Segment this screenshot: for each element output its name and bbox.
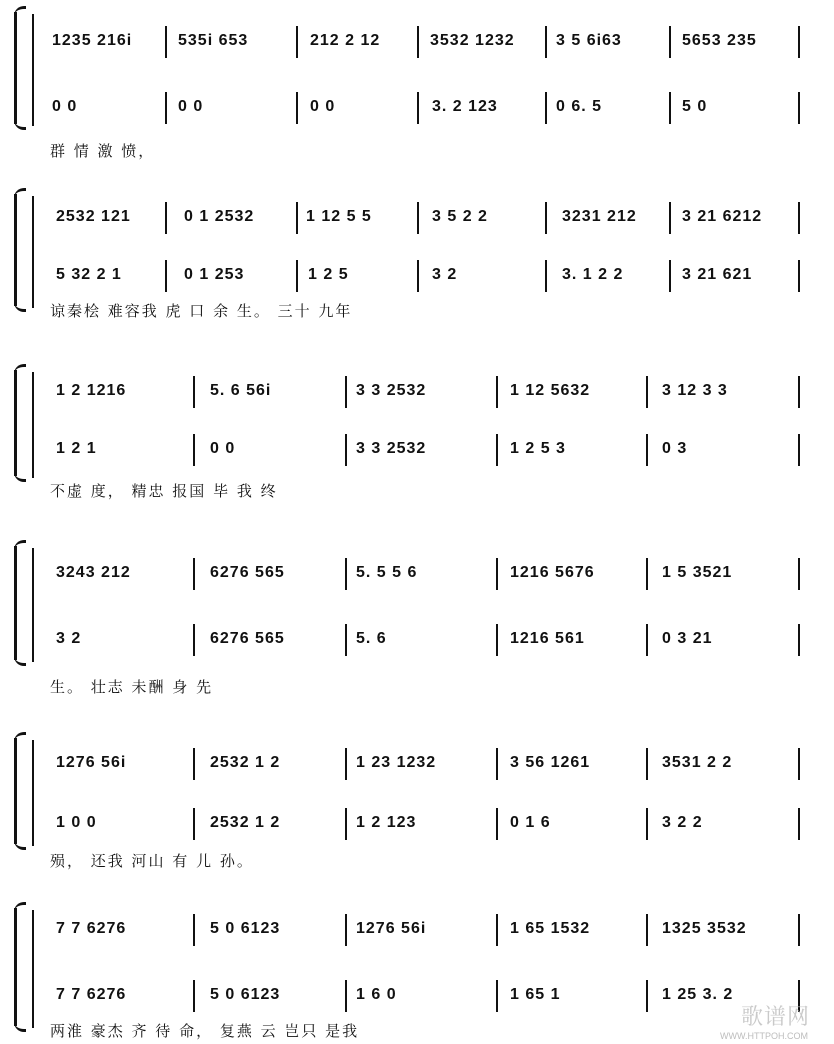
measure: 6276 565 <box>210 564 285 581</box>
measure: 7 7 6276 <box>56 986 127 1003</box>
measure: 3 3 2532 <box>356 440 427 457</box>
measure: 1 6 0 <box>356 986 397 1003</box>
measure: 1 23 1232 <box>356 754 437 771</box>
score-system-6 <box>0 872 834 1044</box>
lyrics-line: 不虚 度， 精忠 报国 毕 我 终 <box>50 482 278 500</box>
measure: 3231 212 <box>562 208 637 225</box>
measure: 5 0 6123 <box>210 986 281 1003</box>
lower-staff <box>0 626 834 652</box>
measure: 3. 2 123 <box>432 98 498 115</box>
measure: 6276 565 <box>210 630 285 647</box>
measure: 3 56 1261 <box>510 754 591 771</box>
measure: 0 6. 5 <box>556 98 603 115</box>
measure: 0 0 <box>52 98 78 115</box>
score-system-1 <box>0 0 834 172</box>
measure: 1 12 5632 <box>510 382 591 399</box>
measure: 1 12 5 5 <box>306 208 372 225</box>
measure: 535i 653 <box>178 32 249 49</box>
measure: 1235 216i <box>52 32 133 49</box>
lower-staff <box>0 810 834 836</box>
measure: 1 2 5 3 <box>510 440 566 457</box>
measure: 3 2 <box>432 266 458 283</box>
measure: 1 65 1532 <box>510 920 591 937</box>
upper-staff <box>0 560 834 586</box>
measure: 3243 212 <box>56 564 131 581</box>
measure: 0 3 <box>662 440 688 457</box>
measure: 3 2 2 <box>662 814 703 831</box>
measure: 3 21 6212 <box>682 208 763 225</box>
score-system-3 <box>0 344 834 516</box>
site-watermark: 歌谱网 <box>740 1005 810 1030</box>
measure: 5 32 2 1 <box>56 266 122 283</box>
lyrics-line: 群 情 激 愤， <box>50 142 156 160</box>
score-system-2 <box>0 172 834 344</box>
measure: 0 0 <box>310 98 336 115</box>
measure: 5 0 <box>682 98 708 115</box>
measure: 3 3 2532 <box>356 382 427 399</box>
measure: 1216 561 <box>510 630 585 647</box>
measure: 1 2 1 <box>56 440 97 457</box>
measure: 1 25 3. 2 <box>662 986 734 1003</box>
measure: 2532 1 2 <box>210 814 281 831</box>
measure: 1216 5676 <box>510 564 595 581</box>
site-watermark-url: WWW.HTTPOH.COM <box>720 1031 808 1041</box>
measure: 1 5 3521 <box>662 564 733 581</box>
measure: 7 7 6276 <box>56 920 127 937</box>
upper-staff <box>0 378 834 404</box>
measure: 3531 2 2 <box>662 754 733 771</box>
measure: 0 1 6 <box>510 814 551 831</box>
measure: 1 0 0 <box>56 814 97 831</box>
score-system-4 <box>0 516 834 696</box>
measure: 1276 56i <box>56 754 127 771</box>
measure: 1325 3532 <box>662 920 747 937</box>
measure: 0 1 253 <box>184 266 245 283</box>
lower-staff <box>0 262 834 288</box>
upper-staff <box>0 916 834 942</box>
measure: 0 0 <box>210 440 236 457</box>
lower-staff <box>0 982 834 1008</box>
lyrics-line: 殒， 还我 河山 有 儿 孙。 <box>50 852 254 870</box>
measure: 1 65 1 <box>510 986 561 1003</box>
measure: 0 3 21 <box>662 630 713 647</box>
upper-staff <box>0 750 834 776</box>
measure: 5653 235 <box>682 32 757 49</box>
measure: 1 2 1216 <box>56 382 127 399</box>
score-system-5 <box>0 698 834 870</box>
measure: 3. 1 2 2 <box>562 266 624 283</box>
upper-staff <box>0 28 834 54</box>
measure: 3532 1232 <box>430 32 515 49</box>
measure: 3 2 <box>56 630 82 647</box>
measure: 3 5 6i63 <box>556 32 622 49</box>
measure: 1 2 5 <box>308 266 349 283</box>
lyrics-line: 两淮 豪杰 齐 待 命， 复燕 云 岂只 是我 <box>50 1022 360 1040</box>
measure: 5. 6 <box>356 630 387 647</box>
measure: 1276 56i <box>356 920 427 937</box>
lyrics-line: 谅秦桧 难容我 虎 口 余 生。 三十 九年 <box>50 302 353 320</box>
measure: 0 0 <box>178 98 204 115</box>
lower-staff <box>0 94 834 120</box>
measure: 2532 1 2 <box>210 754 281 771</box>
lyrics-line: 生。 壮志 未酬 身 先 <box>50 678 214 696</box>
measure: 1 2 123 <box>356 814 417 831</box>
measure: 0 1 2532 <box>184 208 255 225</box>
measure: 5 0 6123 <box>210 920 281 937</box>
measure: 3 5 2 2 <box>432 208 488 225</box>
measure: 5. 6 56i <box>210 382 272 399</box>
upper-staff <box>0 204 834 230</box>
measure: 212 2 12 <box>310 32 381 49</box>
lower-staff <box>0 436 834 462</box>
measure: 3 21 621 <box>682 266 753 283</box>
measure: 3 12 3 3 <box>662 382 728 399</box>
measure: 2532 121 <box>56 208 131 225</box>
measure: 5. 5 5 6 <box>356 564 418 581</box>
